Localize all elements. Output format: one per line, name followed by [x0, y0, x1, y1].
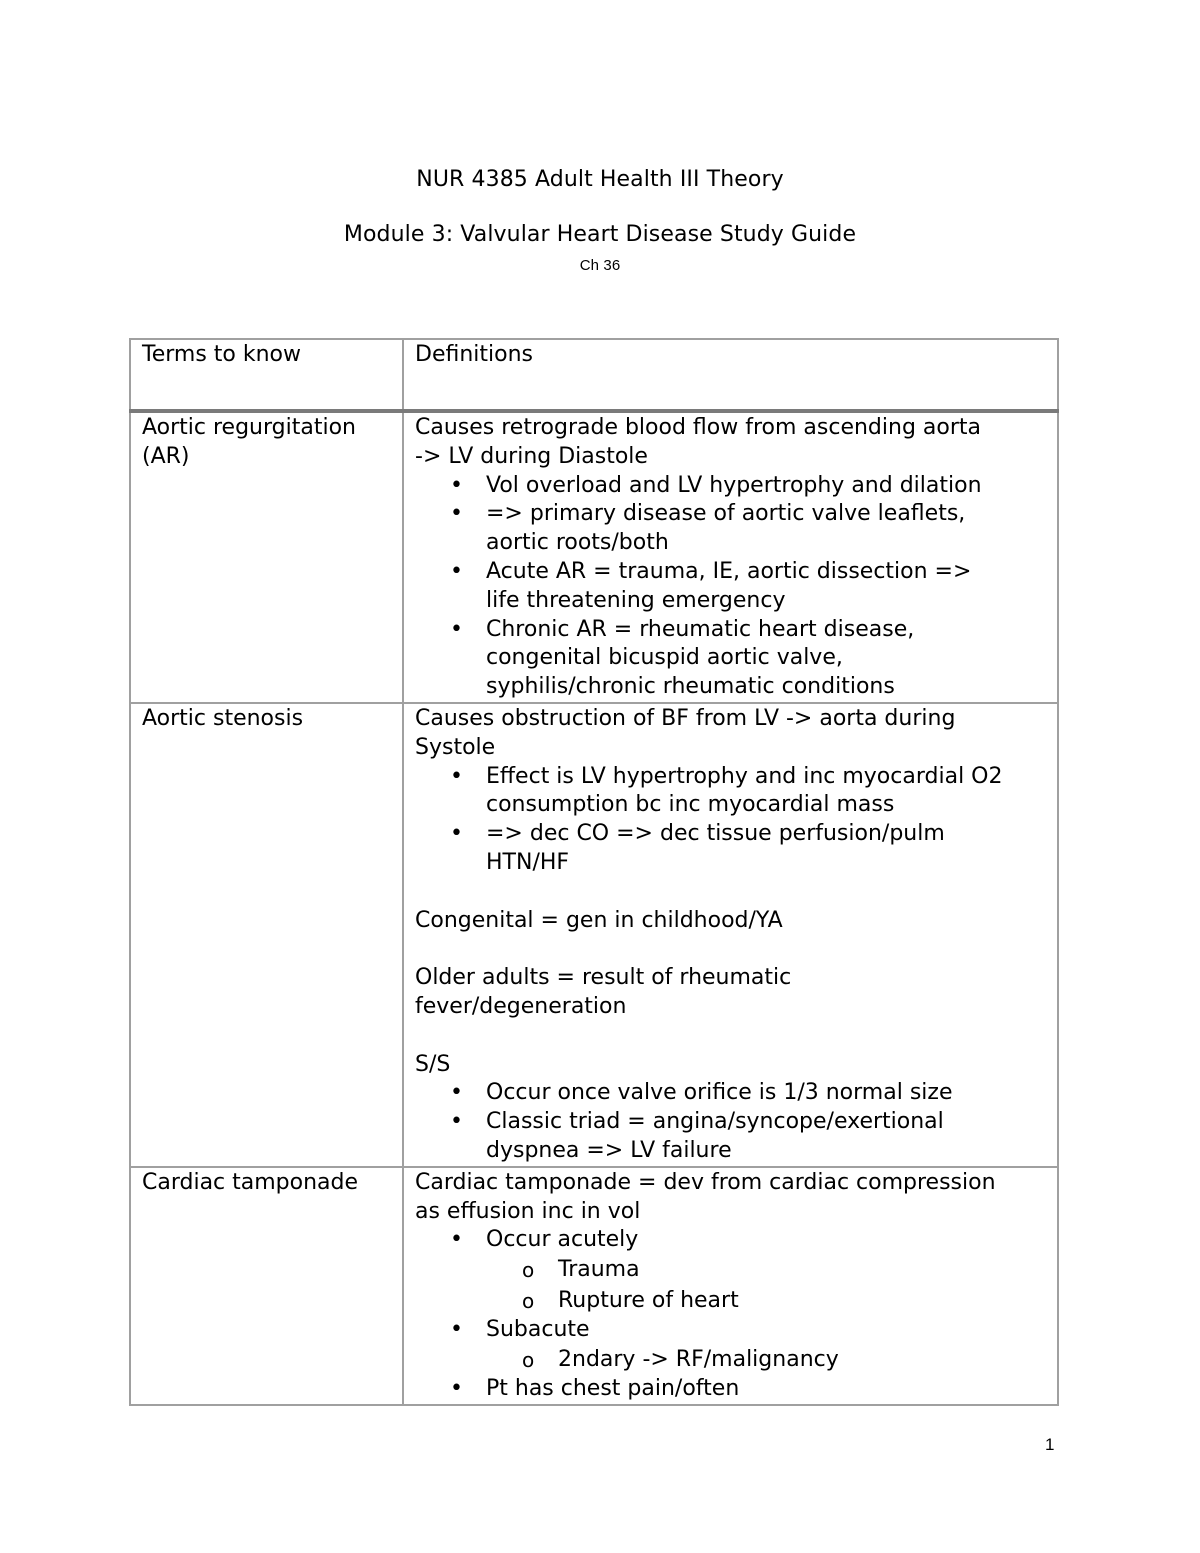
sub-bullet-list: [486, 1255, 1046, 1316]
spacer: [415, 1022, 1046, 1051]
list-item: [486, 558, 1046, 616]
term-cell: [130, 703, 403, 1167]
definition-line: Older adults = result of rheumatic: [415, 965, 792, 991]
chapter-label: Ch 36: [579, 257, 621, 274]
sub-bullet-list: [486, 1345, 1046, 1376]
term-line: Aortic regurgitation: [142, 415, 356, 440]
bullet-text: • Subacute: [486, 1317, 590, 1343]
definition-line: -> LV during Diastole: [415, 443, 648, 469]
spacer: [415, 878, 1046, 907]
course-title: NUR 4385 Adult Health III Theory: [416, 167, 784, 192]
term-line: (AR): [142, 443, 190, 469]
bullet-text: • Classic triad = angina/syncope/exertional: [486, 1109, 944, 1135]
table-row: [130, 1167, 1058, 1405]
bullet-text: HTN/HF: [486, 849, 570, 875]
bullet-text: aortic roots/both: [486, 530, 669, 556]
list-item: [486, 820, 1046, 878]
definition-line: Causes retrograde blood flow from ascending aorta: [415, 415, 982, 440]
sub-bullet-text: Rupture of heart: [558, 1287, 739, 1313]
page-number: 1: [1045, 1435, 1055, 1454]
spacer: [415, 935, 1046, 964]
signs-symptoms-label: S/S: [415, 1051, 451, 1077]
bullet-list: [415, 1226, 1046, 1404]
term-cell: [130, 411, 403, 703]
header-definitions: Definitions: [403, 339, 1058, 411]
bullet-text: • Occur acutely: [486, 1227, 639, 1253]
module-title: Module 3: Valvular Heart Disease Study Guide: [343, 222, 857, 247]
bullet-text: consumption bc inc myocardial mass: [486, 792, 895, 818]
list-item: [486, 1375, 1046, 1404]
term-line: Aortic stenosis: [142, 705, 304, 731]
header-terms: Terms to know: [130, 339, 403, 411]
bullet-text: syphilis/chronic rheumatic conditions: [486, 674, 895, 700]
sub-list-item: [558, 1345, 1046, 1376]
bullet-text: life threatening emergency: [486, 587, 786, 613]
list-item: [486, 500, 1046, 558]
bullet-text: dyspnea => LV failure: [486, 1137, 732, 1163]
bullet-text: • Acute AR = trauma, IE, aortic dissection =>: [486, 558, 972, 584]
definition-line: as effusion inc in vol: [415, 1198, 641, 1224]
list-item: [486, 763, 1046, 821]
definition-cell: [403, 703, 1058, 1167]
bullet-text: • Effect is LV hypertrophy and inc myocardial O2: [486, 763, 1003, 789]
list-item: [486, 472, 1046, 501]
bullet-text: • Pt has chest pain/often: [486, 1376, 740, 1402]
list-item: [486, 1108, 1046, 1166]
table-header-row: [130, 339, 1058, 411]
bullet-list: [415, 472, 1046, 702]
list-item: [486, 1079, 1046, 1108]
bullet-text: • Occur once valve orifice is 1/3 normal size: [486, 1080, 953, 1106]
definition-line: fever/degeneration: [415, 993, 627, 1019]
definition-line: Systole: [415, 734, 496, 760]
sub-bullet-text: Trauma: [558, 1257, 640, 1283]
list-item: [486, 1226, 1046, 1316]
definition-cell: [403, 411, 1058, 703]
term-line: Cardiac tamponade: [142, 1169, 359, 1195]
definition-line: Causes obstruction of BF from LV -> aorta during: [415, 705, 956, 731]
definition-line: Congenital = gen in childhood/YA: [415, 907, 783, 933]
bullet-list: [415, 1079, 1046, 1165]
bullet-text: congenital bicuspid aortic valve,: [486, 645, 843, 671]
definition-line: Cardiac tamponade = dev from cardiac compression: [415, 1169, 996, 1195]
list-item: [486, 1316, 1046, 1375]
sub-list-item: [558, 1286, 1046, 1317]
bullet-text: • => primary disease of aortic valve leaflets,: [486, 501, 966, 527]
bullet-text: • Chronic AR = rheumatic heart disease,: [486, 616, 915, 642]
bullet-text: • => dec CO => dec tissue perfusion/pulm: [486, 821, 945, 847]
list-item: [486, 616, 1046, 702]
study-guide-table: [129, 338, 1059, 1406]
bullet-text: • Vol overload and LV hypertrophy and dilation: [486, 472, 982, 498]
sub-bullet-text: 2ndary -> RF/malignancy: [558, 1346, 839, 1372]
sub-list-item: [558, 1255, 1046, 1286]
definition-cell: [403, 1167, 1058, 1405]
table-row: [130, 703, 1058, 1167]
bullet-list: [415, 763, 1046, 878]
term-cell: [130, 1167, 403, 1405]
table-row: [130, 411, 1058, 703]
